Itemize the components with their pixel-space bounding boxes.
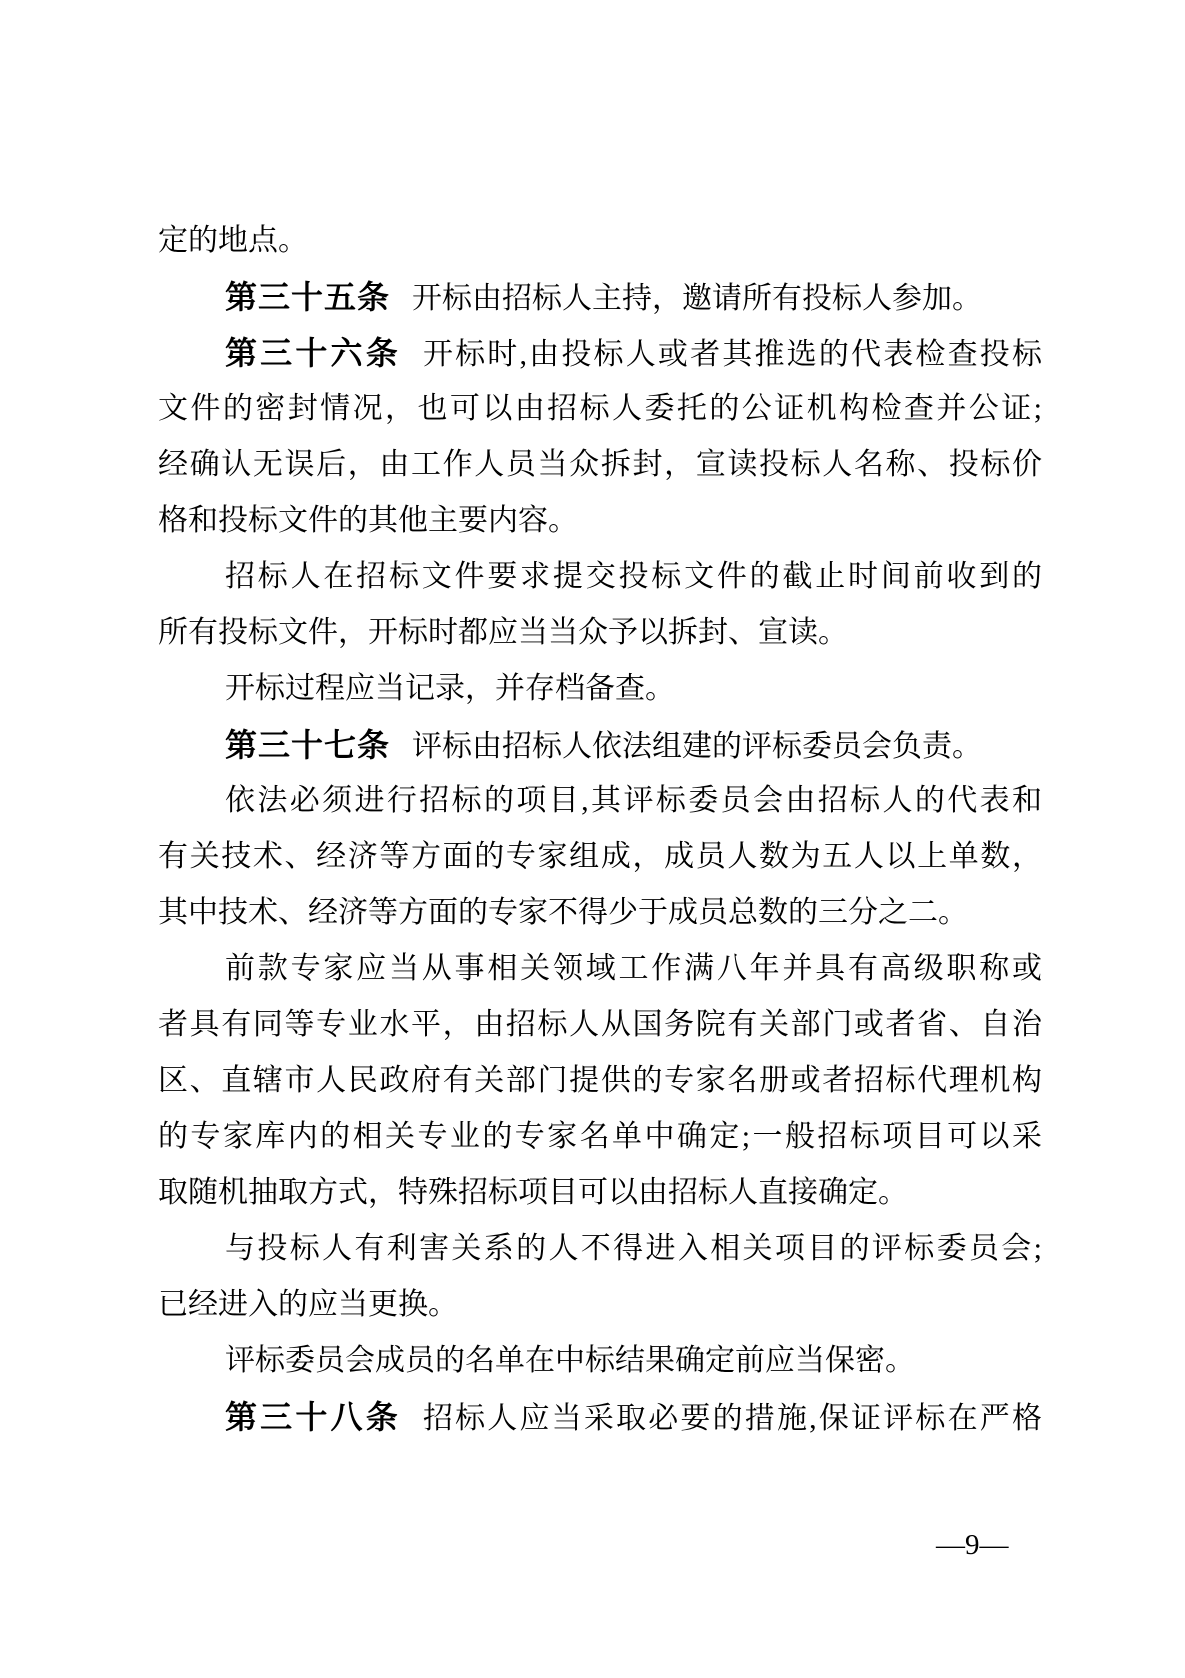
line-text: 定的地点。 [158,224,308,257]
article-number: 第三十八条 [225,1399,401,1435]
line-text: 与投标人有利害关系的人不得进入相关项目的评标委员会; [225,1232,1042,1265]
line-text: 招标人在招标文件要求提交投标文件的截止时间前收到的 [225,560,1042,593]
paragraph-line [158,325,1042,381]
line-text: 评标委员会成员的名单在中标结果确定前应当保密。 [225,1344,915,1377]
paragraph-line [158,1333,1042,1389]
paragraph-line [158,549,1042,605]
page-number: —9— [936,1529,1009,1561]
paragraph-line [158,1221,1042,1277]
line-text: 者具有同等专业水平，由招标人从国务院有关部门或者省、自治 [158,1008,1042,1041]
line-text: 开标时,由投标人或者其推选的代表检查投标 [422,338,1042,371]
line-text: 开标由招标人主持，邀请所有投标人参加。 [412,282,983,315]
paragraph-line [158,1053,1042,1109]
line-text: 取随机抽取方式，特殊招标项目可以由招标人直接确定。 [158,1176,908,1209]
line-text: 开标过程应当记录，并存档备查。 [225,672,675,705]
line-text: 的专家库内的相关专业的专家名单中确定;一般招标项目可以采 [158,1120,1042,1153]
line-text: 已经进入的应当更换。 [158,1288,458,1321]
paragraph-line [158,1109,1042,1165]
paragraph-line [158,885,1042,941]
article-number: 第三十六条 [225,335,401,371]
paragraph-line [158,829,1042,885]
line-text: 文件的密封情况，也可以由招标人委托的公证机构检查并公证; [158,392,1042,425]
document-body [158,213,1042,1445]
paragraph-line [158,661,1042,717]
paragraph-line [158,1165,1042,1221]
paragraph-line [158,997,1042,1053]
line-text: 区、直辖市人民政府有关部门提供的专家名册或者招标代理机构 [158,1064,1042,1097]
paragraph-line [158,773,1042,829]
line-text: 有关技术、经济等方面的专家组成，成员人数为五人以上单数， [158,840,1042,873]
paragraph-line [158,381,1042,437]
line-text: 经确认无误后，由工作人员当众拆封，宣读投标人名称、投标价 [158,448,1042,481]
line-text: 所有投标文件，开标时都应当当众予以拆封、宣读。 [158,616,848,649]
line-text: 招标人应当采取必要的措施,保证评标在严格 [422,1402,1042,1435]
paragraph-line [158,437,1042,493]
paragraph-line [158,213,1042,269]
paragraph-line [158,941,1042,997]
line-text: 前款专家应当从事相关领域工作满八年并具有高级职称或 [225,952,1042,985]
paragraph-line [158,1389,1042,1445]
line-text: 评标由招标人依法组建的评标委员会负责。 [412,730,983,763]
paragraph-line [158,269,1042,325]
paragraph-line [158,493,1042,549]
article-number: 第三十七条 [225,727,391,763]
paragraph-line [158,605,1042,661]
article-number: 第三十五条 [225,279,391,315]
line-text: 其中技术、经济等方面的专家不得少于成员总数的三分之二。 [158,896,968,929]
line-text: 格和投标文件的其他主要内容。 [158,504,578,537]
paragraph-line [158,717,1042,773]
paragraph-line [158,1277,1042,1333]
line-text: 依法必须进行招标的项目,其评标委员会由招标人的代表和 [225,784,1042,817]
